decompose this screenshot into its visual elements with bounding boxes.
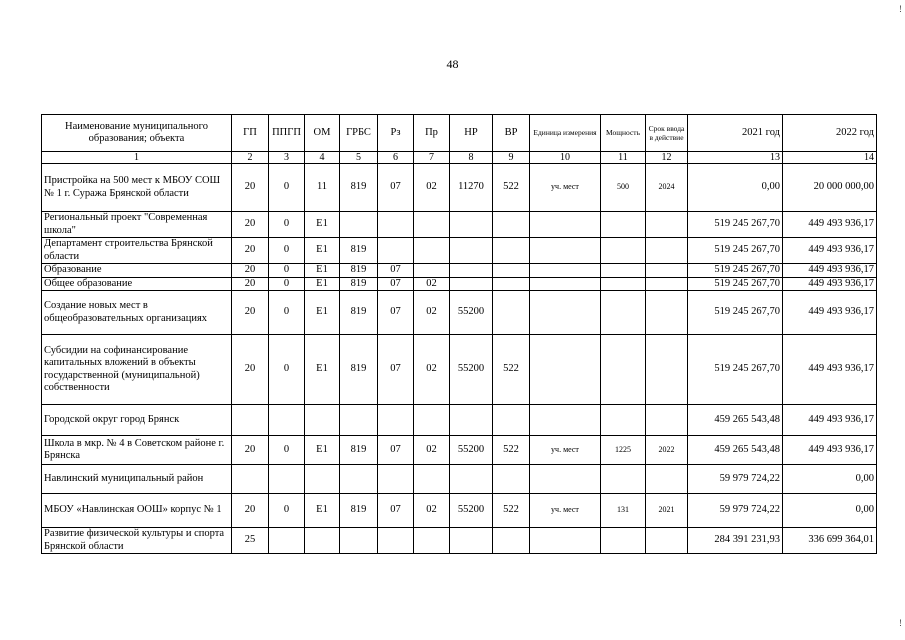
cell-pr: 02 xyxy=(414,291,450,335)
cell-amount-2021: 284 391 231,93 xyxy=(688,528,783,554)
column-number: 6 xyxy=(378,152,414,164)
cell-vr xyxy=(493,405,530,436)
cell-amount-2021: 519 245 267,70 xyxy=(688,264,783,278)
cell-term xyxy=(646,238,688,264)
cell-amount-2022: 0,00 xyxy=(783,465,877,494)
cell-om xyxy=(305,405,340,436)
cell-amount-2021: 519 245 267,70 xyxy=(688,291,783,335)
cell-grbs: 819 xyxy=(340,436,378,465)
table-row xyxy=(42,528,877,554)
cell-nr: 55200 xyxy=(450,436,493,465)
table-row xyxy=(42,335,877,405)
cell-nr xyxy=(450,264,493,278)
cell-capacity xyxy=(601,238,646,264)
cell-unit xyxy=(530,277,601,291)
column-number: 14 xyxy=(783,152,877,164)
cell-amount-2022: 336 699 364,01 xyxy=(783,528,877,554)
cell-grbs: 819 xyxy=(340,238,378,264)
cell-rz: 07 xyxy=(378,264,414,278)
table-row xyxy=(42,164,877,212)
cell-gp: 20 xyxy=(232,335,269,405)
cell-rz xyxy=(378,405,414,436)
cell-amount-2021: 459 265 543,48 xyxy=(688,436,783,465)
cell-ppgp: 0 xyxy=(269,436,305,465)
cell-grbs xyxy=(340,212,378,238)
cell-grbs xyxy=(340,465,378,494)
cell-amount-2021: 519 245 267,70 xyxy=(688,212,783,238)
cell-pr xyxy=(414,528,450,554)
table-row xyxy=(42,264,877,278)
column-number: 9 xyxy=(493,152,530,164)
cell-unit xyxy=(530,212,601,238)
cell-pr xyxy=(414,238,450,264)
cell-name: Школа в мкр. № 4 в Советском районе г. Брянска xyxy=(42,436,232,465)
cell-nr xyxy=(450,528,493,554)
cell-nr xyxy=(450,277,493,291)
cell-gp xyxy=(232,465,269,494)
edge-mark: ! xyxy=(899,4,902,14)
cell-amount-2022: 449 493 936,17 xyxy=(783,291,877,335)
cell-gp: 20 xyxy=(232,264,269,278)
table-row xyxy=(42,405,877,436)
cell-gp: 20 xyxy=(232,291,269,335)
cell-name: МБОУ «Навлинская ООШ» корпус № 1 xyxy=(42,494,232,528)
header-rz: Рз xyxy=(378,115,414,152)
cell-vr: 522 xyxy=(493,494,530,528)
cell-vr xyxy=(493,264,530,278)
cell-ppgp: 0 xyxy=(269,291,305,335)
column-number-row xyxy=(42,152,877,164)
page-number: 48 xyxy=(446,57,459,71)
header-pr: Пр xyxy=(414,115,450,152)
cell-grbs: 819 xyxy=(340,291,378,335)
cell-capacity xyxy=(601,291,646,335)
cell-capacity: 1225 xyxy=(601,436,646,465)
cell-ppgp: 0 xyxy=(269,238,305,264)
cell-nr: 55200 xyxy=(450,494,493,528)
cell-name: Развитие физической культуры и спорта Брянской области xyxy=(42,528,232,554)
cell-name: Городской округ город Брянск xyxy=(42,405,232,436)
cell-unit xyxy=(530,238,601,264)
table-row xyxy=(42,465,877,494)
cell-capacity xyxy=(601,465,646,494)
cell-rz: 07 xyxy=(378,494,414,528)
column-number: 7 xyxy=(414,152,450,164)
cell-om: E1 xyxy=(305,264,340,278)
cell-rz: 07 xyxy=(378,277,414,291)
cell-vr xyxy=(493,212,530,238)
cell-rz: 07 xyxy=(378,436,414,465)
cell-capacity xyxy=(601,212,646,238)
cell-amount-2021: 59 979 724,22 xyxy=(688,494,783,528)
cell-name: Региональный проект "Современная школа" xyxy=(42,212,232,238)
cell-nr xyxy=(450,238,493,264)
table-row xyxy=(42,212,877,238)
cell-om: E1 xyxy=(305,291,340,335)
cell-ppgp: 0 xyxy=(269,494,305,528)
cell-ppgp: 0 xyxy=(269,212,305,238)
cell-nr: 55200 xyxy=(450,335,493,405)
cell-rz: 07 xyxy=(378,335,414,405)
cell-amount-2022: 0,00 xyxy=(783,494,877,528)
cell-vr xyxy=(493,238,530,264)
header-name: Наименование муниципального образования; объекта xyxy=(42,115,232,152)
cell-vr: 522 xyxy=(493,436,530,465)
header-term: Срок ввода в действие xyxy=(646,115,688,152)
cell-amount-2021: 0,00 xyxy=(688,164,783,212)
cell-pr: 02 xyxy=(414,436,450,465)
cell-rz xyxy=(378,528,414,554)
cell-amount-2022: 449 493 936,17 xyxy=(783,436,877,465)
cell-term xyxy=(646,335,688,405)
cell-amount-2022: 449 493 936,17 xyxy=(783,238,877,264)
cell-term xyxy=(646,212,688,238)
header-vr: ВР xyxy=(493,115,530,152)
cell-amount-2021: 459 265 543,48 xyxy=(688,405,783,436)
header-ppgp: ППГП xyxy=(269,115,305,152)
cell-rz xyxy=(378,212,414,238)
cell-nr xyxy=(450,212,493,238)
cell-om: E1 xyxy=(305,212,340,238)
cell-vr xyxy=(493,465,530,494)
cell-om: 11 xyxy=(305,164,340,212)
column-number: 11 xyxy=(601,152,646,164)
cell-term xyxy=(646,277,688,291)
header-grbs: ГРБС xyxy=(340,115,378,152)
column-number: 13 xyxy=(688,152,783,164)
cell-grbs xyxy=(340,528,378,554)
budget-table xyxy=(41,114,877,554)
cell-capacity xyxy=(601,264,646,278)
header-nr: НР xyxy=(450,115,493,152)
column-number: 10 xyxy=(530,152,601,164)
cell-rz xyxy=(378,465,414,494)
edge-mark: ! xyxy=(899,618,902,628)
cell-gp: 20 xyxy=(232,212,269,238)
cell-name: Общее образование xyxy=(42,277,232,291)
cell-rz: 07 xyxy=(378,164,414,212)
cell-ppgp: 0 xyxy=(269,264,305,278)
cell-term xyxy=(646,465,688,494)
cell-unit: уч. мест xyxy=(530,494,601,528)
cell-gp: 20 xyxy=(232,164,269,212)
cell-unit: уч. мест xyxy=(530,436,601,465)
cell-capacity xyxy=(601,528,646,554)
cell-term xyxy=(646,291,688,335)
cell-amount-2022: 449 493 936,17 xyxy=(783,212,877,238)
cell-term: 2021 xyxy=(646,494,688,528)
table-row xyxy=(42,436,877,465)
column-number: 8 xyxy=(450,152,493,164)
cell-om: E1 xyxy=(305,238,340,264)
column-number: 12 xyxy=(646,152,688,164)
cell-nr xyxy=(450,465,493,494)
cell-gp: 25 xyxy=(232,528,269,554)
cell-amount-2021: 519 245 267,70 xyxy=(688,277,783,291)
cell-rz: 07 xyxy=(378,291,414,335)
cell-name: Образование xyxy=(42,264,232,278)
cell-pr: 02 xyxy=(414,164,450,212)
cell-gp xyxy=(232,405,269,436)
cell-unit xyxy=(530,465,601,494)
cell-gp: 20 xyxy=(232,494,269,528)
cell-pr xyxy=(414,405,450,436)
cell-pr: 02 xyxy=(414,335,450,405)
column-number: 5 xyxy=(340,152,378,164)
cell-amount-2022: 449 493 936,17 xyxy=(783,264,877,278)
cell-term: 2024 xyxy=(646,164,688,212)
cell-om: E1 xyxy=(305,494,340,528)
cell-om xyxy=(305,528,340,554)
header-2021: 2021 год xyxy=(688,115,783,152)
cell-grbs: 819 xyxy=(340,164,378,212)
table-row xyxy=(42,277,877,291)
cell-unit xyxy=(530,405,601,436)
cell-ppgp xyxy=(269,528,305,554)
cell-pr xyxy=(414,264,450,278)
table-row xyxy=(42,494,877,528)
cell-gp: 20 xyxy=(232,238,269,264)
header-gp: ГП xyxy=(232,115,269,152)
cell-nr xyxy=(450,405,493,436)
table-row xyxy=(42,238,877,264)
cell-vr xyxy=(493,291,530,335)
header-capacity: Мощность xyxy=(601,115,646,152)
cell-ppgp: 0 xyxy=(269,277,305,291)
cell-capacity: 500 xyxy=(601,164,646,212)
cell-unit xyxy=(530,264,601,278)
column-number: 3 xyxy=(269,152,305,164)
cell-gp: 20 xyxy=(232,436,269,465)
cell-term xyxy=(646,528,688,554)
cell-gp: 20 xyxy=(232,277,269,291)
cell-name: Субсидии на софинансирование капитальных вложений в объекты государственной (муниципальной) собственности xyxy=(42,335,232,405)
cell-vr: 522 xyxy=(493,335,530,405)
cell-term xyxy=(646,264,688,278)
cell-amount-2021: 59 979 724,22 xyxy=(688,465,783,494)
column-number: 1 xyxy=(42,152,232,164)
cell-amount-2022: 449 493 936,17 xyxy=(783,335,877,405)
cell-nr: 55200 xyxy=(450,291,493,335)
cell-pr: 02 xyxy=(414,494,450,528)
cell-pr xyxy=(414,465,450,494)
cell-om: E1 xyxy=(305,436,340,465)
column-number: 2 xyxy=(232,152,269,164)
header-om: ОМ xyxy=(305,115,340,152)
cell-om: E1 xyxy=(305,335,340,405)
cell-grbs xyxy=(340,405,378,436)
cell-ppgp: 0 xyxy=(269,335,305,405)
cell-vr xyxy=(493,528,530,554)
cell-ppgp xyxy=(269,465,305,494)
cell-capacity xyxy=(601,405,646,436)
cell-ppgp xyxy=(269,405,305,436)
cell-amount-2021: 519 245 267,70 xyxy=(688,238,783,264)
header-unit: Единица измерения xyxy=(530,115,601,152)
cell-term: 2022 xyxy=(646,436,688,465)
cell-grbs: 819 xyxy=(340,277,378,291)
header-row xyxy=(42,115,877,152)
cell-vr xyxy=(493,277,530,291)
cell-capacity xyxy=(601,277,646,291)
cell-name: Департамент строительства Брянской области xyxy=(42,238,232,264)
cell-unit: уч. мест xyxy=(530,164,601,212)
cell-amount-2022: 20 000 000,00 xyxy=(783,164,877,212)
cell-amount-2022: 449 493 936,17 xyxy=(783,277,877,291)
cell-unit xyxy=(530,335,601,405)
table-row xyxy=(42,291,877,335)
header-2022: 2022 год xyxy=(783,115,877,152)
cell-capacity xyxy=(601,335,646,405)
cell-pr: 02 xyxy=(414,277,450,291)
cell-name: Пристройка на 500 мест к МБОУ СОШ № 1 г. Суража Брянской области xyxy=(42,164,232,212)
cell-grbs: 819 xyxy=(340,264,378,278)
cell-name: Создание новых мест в общеобразовательных организациях xyxy=(42,291,232,335)
column-number: 4 xyxy=(305,152,340,164)
cell-grbs: 819 xyxy=(340,494,378,528)
cell-amount-2022: 449 493 936,17 xyxy=(783,405,877,436)
cell-vr: 522 xyxy=(493,164,530,212)
cell-amount-2021: 519 245 267,70 xyxy=(688,335,783,405)
cell-om: E1 xyxy=(305,277,340,291)
cell-term xyxy=(646,405,688,436)
cell-ppgp: 0 xyxy=(269,164,305,212)
cell-om xyxy=(305,465,340,494)
cell-rz xyxy=(378,238,414,264)
cell-unit xyxy=(530,528,601,554)
cell-capacity: 131 xyxy=(601,494,646,528)
cell-unit xyxy=(530,291,601,335)
cell-pr xyxy=(414,212,450,238)
cell-grbs: 819 xyxy=(340,335,378,405)
cell-name: Навлинский муниципальный район xyxy=(42,465,232,494)
cell-nr: 11270 xyxy=(450,164,493,212)
